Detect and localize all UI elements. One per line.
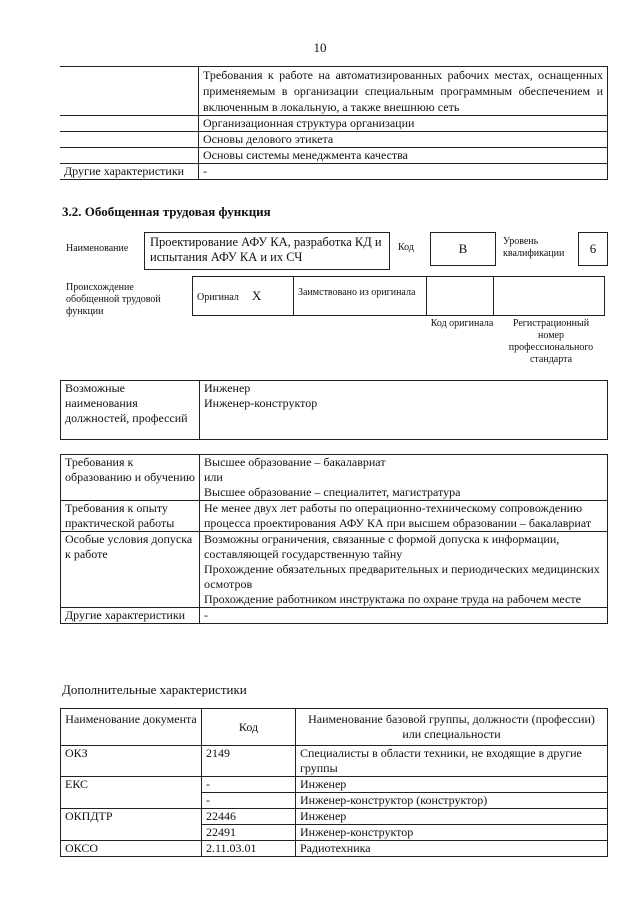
knowledge-item: Организационная структура организации [199,116,608,132]
table-row [61,746,608,777]
header-name: Наименование базовой группы, должности (профессии) или специальности [296,709,608,746]
code-cell: 2.11.03.01 [202,841,296,857]
requirements-table [60,454,608,624]
experience-value: Не менее двух лет работы по операционно-техническому сопровождению процесса проектирования АФУ КА при высшем образовании – бакалавриат [200,501,608,532]
header-code: Код [202,709,296,746]
name-cell: Радиотехника [296,841,608,857]
table-row [60,116,608,132]
name-cell: Инженер-конструктор [296,825,608,841]
original-mark: X [251,288,262,303]
name-label: Наименование [66,243,129,254]
page-number: 10 [313,40,327,55]
function-code: B [430,232,496,266]
education-line: или [204,470,223,484]
qualification-level: 6 [578,232,608,266]
table-row [61,501,608,532]
experience-label: Требования к опыту практической работы [61,501,200,532]
knowledge-table [60,66,608,180]
table-row [60,67,608,116]
other-characteristics-value: - [199,164,608,180]
knowledge-item: Основы системы менеджмента качества [199,148,608,164]
additional-title: Дополнительные характеристики [62,682,247,697]
admission-line: Возможны ограничения, связанные с формой допуска к информации, составляющей государственную тайну [204,532,560,561]
origin-label: Происхождение обобщенной трудовой функции [66,282,161,317]
other-characteristics-label: Другие характеристики [60,164,199,180]
doc-cell: ЕКС [61,777,202,809]
other-value: - [200,608,608,624]
name-cell: Инженер [296,809,608,825]
code-cell: 22446 [202,809,296,825]
knowledge-item: Основы делового этикета [199,132,608,148]
admission-label: Особые условия допуска к работе [61,532,200,608]
table-row [60,148,608,164]
doc-cell: ОКПДТР [61,809,202,841]
table-header-row [61,709,608,746]
other-label: Другие характеристики [61,608,200,624]
education-line: Высшее образование – бакалавриат [204,455,386,469]
table-row [61,608,608,624]
table-row [61,381,608,440]
position-item: Инженер-конструктор [204,396,318,410]
borrowed-label: Заимствовано из оригинала [294,277,427,316]
doc-cell: ОКСО [61,841,202,857]
name-value-box [144,232,390,270]
table-row [60,132,608,148]
code-original-caption: Код оригинала [430,318,494,329]
table-row [61,777,608,793]
function-name: Проектирование АФУ КА, разработка КД и испытания АФУ КА и их СЧ [150,235,382,264]
reg-number-caption: Регистрационный номер профессионального стандарта [508,318,594,365]
original-label: Оригинал [197,292,239,303]
code-cell: - [202,793,296,809]
code-original-cell [427,277,494,316]
table-row [61,532,608,608]
doc-cell: ОКЗ [61,746,202,777]
table-row [61,841,608,857]
code-label: Код [398,242,414,253]
section-title: 3.2. Обобщенная трудовая функция [62,204,271,219]
position-item: Инженер [204,381,251,395]
positions-label: Возможные наименования должностей, профессий [61,381,200,440]
positions-table [60,380,608,440]
level-label: Уровень квалификации [503,236,565,259]
name-cell: Инженер-конструктор (конструктор) [296,793,608,809]
education-line: Высшее образование – специалитет, магистратура [204,485,461,499]
table-row [61,809,608,825]
table-row [61,455,608,501]
reg-number-cell [494,277,605,316]
code-cell: 2149 [202,746,296,777]
code-cell: - [202,777,296,793]
header-document: Наименование документа [61,709,202,746]
table-row [60,164,608,180]
code-cell: 22491 [202,825,296,841]
knowledge-item: Требования к работе на автоматизированных рабочих местах, оснащенных применяемым в организации специальным программным обеспечением и включенным в локальную, а также внешнюю сеть [199,67,608,116]
education-label: Требования к образованию и обучению [61,455,200,501]
additional-table [60,708,608,857]
admission-line: Прохождение работником инструктажа по охране труда на рабочем месте [204,592,581,606]
admission-line: Прохождение обязательных предварительных и периодических медицинских осмотров [204,562,600,591]
name-cell: Инженер [296,777,608,793]
origin-table [192,276,605,316]
name-cell: Специалисты в области техники, не входящие в другие группы [296,746,608,777]
